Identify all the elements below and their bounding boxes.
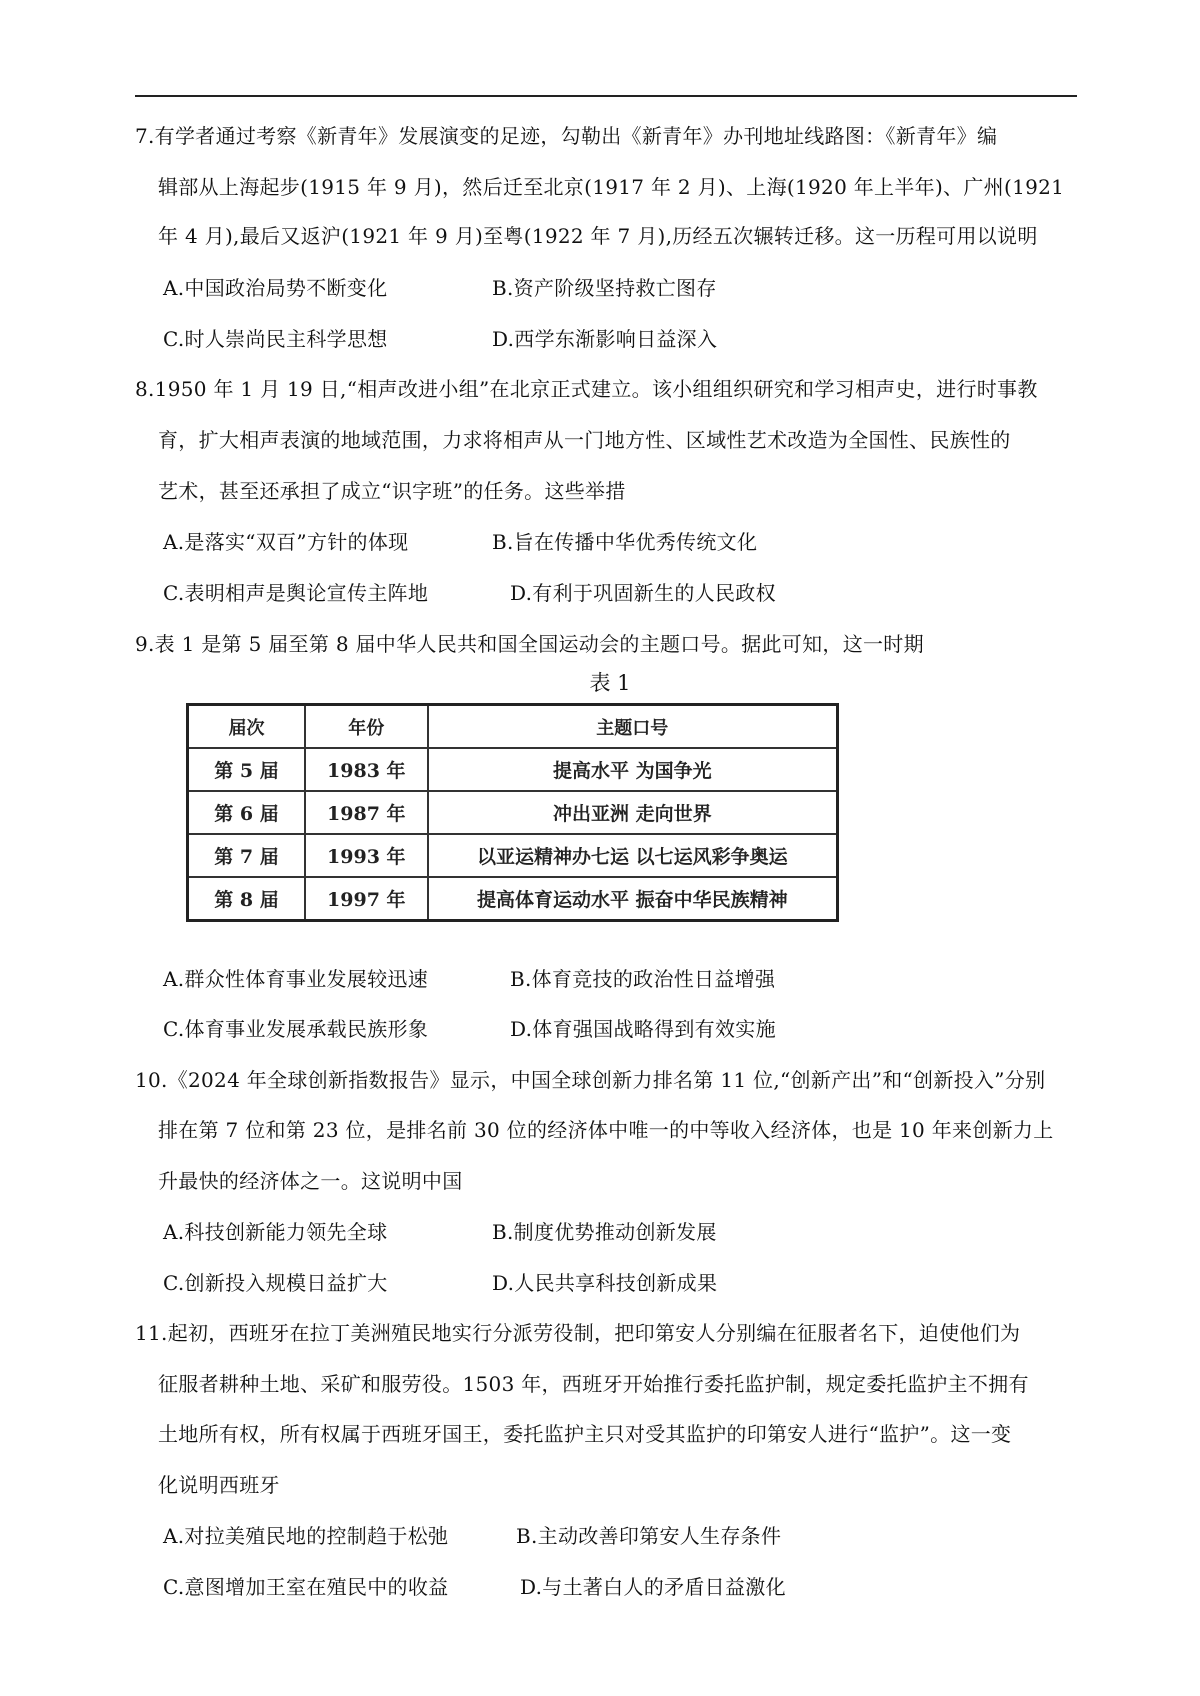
table-header-row xyxy=(188,705,838,749)
question-9-option-b[interactable]: B.体育竞技的政治性日益增强 xyxy=(510,967,776,991)
table-header-cell: 主题口号 xyxy=(428,705,838,749)
table-header-cell: 年份 xyxy=(305,705,428,749)
table-cell: 提高水平 为国争光 xyxy=(428,748,838,791)
question-8-option-c[interactable]: C.表明相声是舆论宣传主阵地 xyxy=(163,581,429,605)
table-row xyxy=(188,834,838,877)
question-7-option-b[interactable]: B.资产阶级坚持救亡图存 xyxy=(492,276,717,300)
question-10-line-2: 排在第 7 位和第 23 位，是排名前 30 位的经济体中唯一的中等收入经济体，也是 10 年来创新力上 xyxy=(158,1118,1054,1142)
question-7-option-a[interactable]: A.中国政治局势不断变化 xyxy=(163,276,388,300)
question-8-line-2: 育，扩大相声表演的地域范围，力求将相声从一门地方性、区域性艺术改造为全国性、民族性的 xyxy=(158,428,1011,452)
question-10-option-a[interactable]: A.科技创新能力领先全球 xyxy=(163,1220,388,1244)
question-10-option-c[interactable]: C.创新投入规模日益扩大 xyxy=(163,1271,388,1295)
question-7-option-c[interactable]: C.时人崇尚民主科学思想 xyxy=(163,327,388,351)
question-7-option-d[interactable]: D.西学东渐影响日益深入 xyxy=(492,327,718,351)
question-9-option-c[interactable]: C.体育事业发展承载民族形象 xyxy=(163,1017,429,1041)
question-8-option-a[interactable]: A.是落实“双百”方针的体现 xyxy=(163,530,409,554)
question-10-option-d[interactable]: D.人民共享科技创新成果 xyxy=(492,1271,718,1295)
table-cell: 1997 年 xyxy=(305,877,428,921)
question-8-line-3: 艺术，甚至还承担了成立“识字班”的任务。这些举措 xyxy=(158,479,626,503)
table-cell: 1983 年 xyxy=(305,748,428,791)
table-cell: 1993 年 xyxy=(305,834,428,877)
question-9-line-1: 9.表 1 是第 5 届至第 8 届中华人民共和国全国运动会的主题口号。据此可知，这一时期 xyxy=(135,632,924,656)
question-9-option-a[interactable]: A.群众性体育事业发展较迅速 xyxy=(163,967,429,991)
table-cell: 第 7 届 xyxy=(188,834,305,877)
table-cell: 第 8 届 xyxy=(188,877,305,921)
question-9-option-d[interactable]: D.体育强国战略得到有效实施 xyxy=(510,1017,776,1041)
table-cell: 冲出亚洲 走向世界 xyxy=(428,791,838,834)
question-7-line-2: 辑部从上海起步(1915 年 9 月)，然后迁至北京(1917 年 2 月)、上海(1920 年上半年)、广州(1921 xyxy=(158,175,1065,199)
question-11-line-2: 征服者耕种土地、采矿和服劳役。1503 年，西班牙开始推行委托监护制，规定委托监护主不拥有 xyxy=(158,1372,1029,1396)
table-row xyxy=(188,748,838,791)
question-11-line-4: 化说明西班牙 xyxy=(158,1473,280,1497)
table-cell: 提高体育运动水平 振奋中华民族精神 xyxy=(428,877,838,921)
table-row xyxy=(188,877,838,921)
question-11-option-b[interactable]: B.主动改善印第安人生存条件 xyxy=(516,1524,782,1548)
table-cell: 以亚运精神办七运 以七运风彩争奥运 xyxy=(428,834,838,877)
table-cell: 第 6 届 xyxy=(188,791,305,834)
question-10-line-1: 10.《2024 年全球创新指数报告》显示，中国全球创新力排名第 11 位,“创新产出”和“创新投入”分别 xyxy=(135,1068,1046,1092)
table-cell: 第 5 届 xyxy=(188,748,305,791)
question-11-line-3: 土地所有权，所有权属于西班牙国王，委托监护主只对受其监护的印第安人进行“监护”。这一变 xyxy=(158,1422,1012,1446)
question-11-option-d[interactable]: D.与土著白人的矛盾日益激化 xyxy=(520,1575,786,1599)
question-8-option-d[interactable]: D.有利于巩固新生的人民政权 xyxy=(510,581,776,605)
table-caption: 表 1 xyxy=(589,671,631,695)
question-11-line-1: 11.起初，西班牙在拉丁美洲殖民地实行分派劳役制，把印第安人分别编在征服者名下，迫使他们为 xyxy=(135,1321,1021,1345)
question-11-option-c[interactable]: C.意图增加王室在殖民中的收益 xyxy=(163,1575,449,1599)
question-7-line-3: 年 4 月),最后又返沪(1921 年 9 月)至粤(1922 年 7 月),历经五次辗转迁移。这一历程可用以说明 xyxy=(158,224,1038,248)
table-row xyxy=(188,791,838,834)
question-8-line-1: 8.1950 年 1 月 19 日,“相声改进小组”在北京正式建立。该小组组织研究和学习相声史，进行时事教 xyxy=(135,377,1038,401)
slogan-table xyxy=(186,703,839,922)
table-cell: 1987 年 xyxy=(305,791,428,834)
question-7-line-1: 7.有学者通过考察《新青年》发展演变的足迹，勾勒出《新青年》办刊地址线路图：《新青年》编 xyxy=(135,124,998,148)
question-11-option-a[interactable]: A.对拉美殖民地的控制趋于松弛 xyxy=(163,1524,449,1548)
question-10-line-3: 升最快的经济体之一。这说明中国 xyxy=(158,1169,463,1193)
question-10-option-b[interactable]: B.制度优势推动创新发展 xyxy=(492,1220,717,1244)
table-header-cell: 届次 xyxy=(188,705,305,749)
question-8-option-b[interactable]: B.旨在传播中华优秀传统文化 xyxy=(492,530,758,554)
